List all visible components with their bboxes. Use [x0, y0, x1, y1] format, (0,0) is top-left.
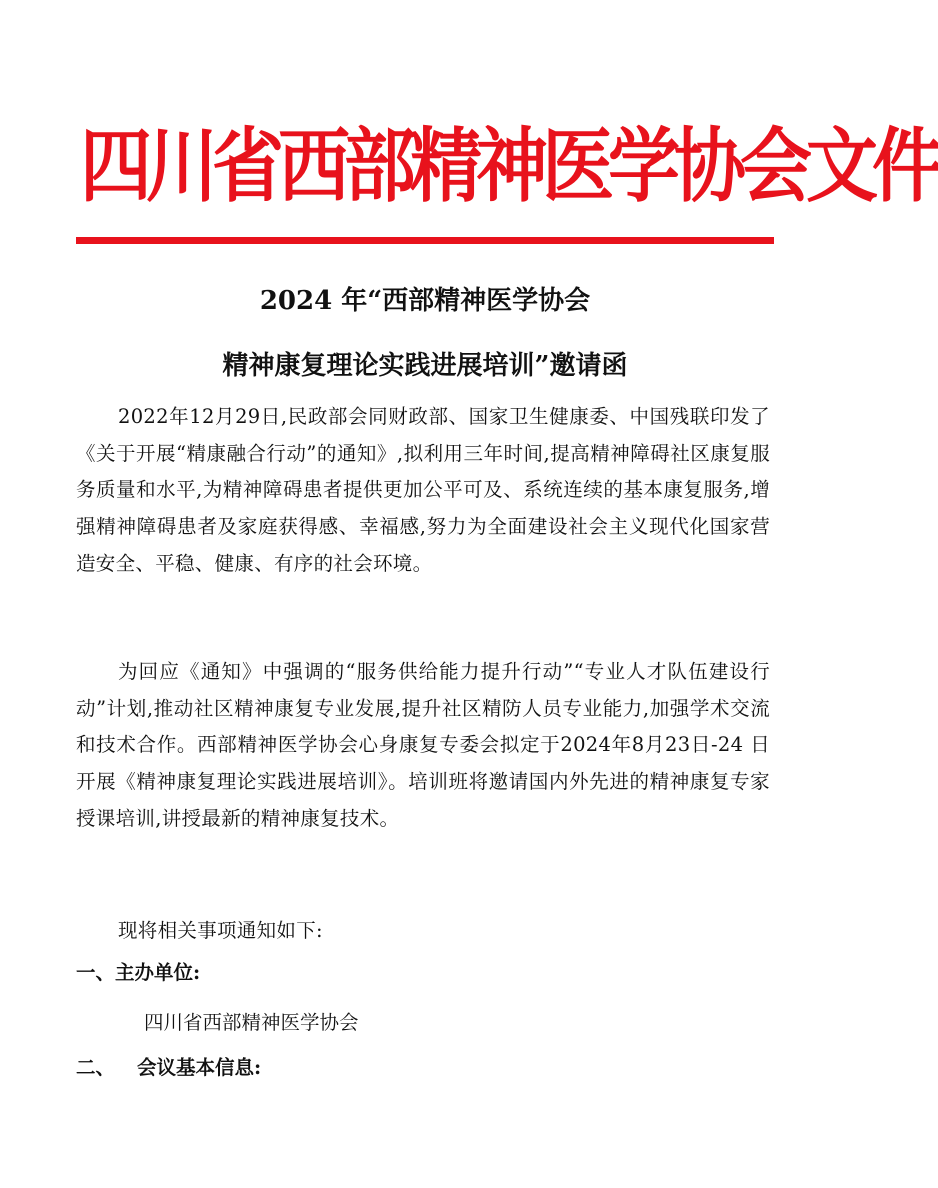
section-heading-meeting-info	[76, 1053, 261, 1083]
document-title-line-2: 精神康复理论实践进展培训”邀请函	[222, 351, 628, 381]
body-paragraph-1: 2022年12月29日,民政部会同财政部、国家卫生健康委、中国残联印发了《关于开展“精康融合行动”的通知》,拟利用三年时间,提高精神障碍社区康复服务质量和水平,为精神障碍患者提供更加公平可及、系统连续的基本康复服务,增强精神障碍患者及家庭获得感、幸福感,努力为全面建设社会主义现代化国家营造安全、平稳、健康、有序的社会环境。	[76, 405, 770, 575]
section-heading-text: 会议基本信息:	[137, 1056, 262, 1079]
section-heading-organizer	[76, 958, 200, 988]
body-paragraph-3: 现将相关事项通知如下:	[118, 919, 323, 942]
red-divider-line	[76, 237, 774, 244]
document-title-line-1: 2024 年“西部精神医学协会	[259, 286, 591, 316]
section-heading-text: 主办单位:	[115, 961, 201, 984]
body-paragraph-2: 为回应《通知》中强调的“服务供给能力提升行动”“专业人才队伍建设行动”计划,推动社区精神康复专业发展,提升社区精防人员专业能力,加强学术交流和技术合作。西部精神医学协会心身康复专委会拟定于2024年8月23日-24 日开展《精神康复理论实践进展培训》。培训班将邀请国内外先进的精神康复专家授课培训,讲授最新的精神康复技术。	[76, 660, 770, 830]
organizer-name: 四川省西部精神医学协会	[144, 1011, 359, 1034]
section-number: 一、	[76, 961, 116, 984]
section-number: 二、	[76, 1056, 116, 1079]
organization-header-title: 四川省西部精神医学协会文件	[80, 117, 938, 213]
